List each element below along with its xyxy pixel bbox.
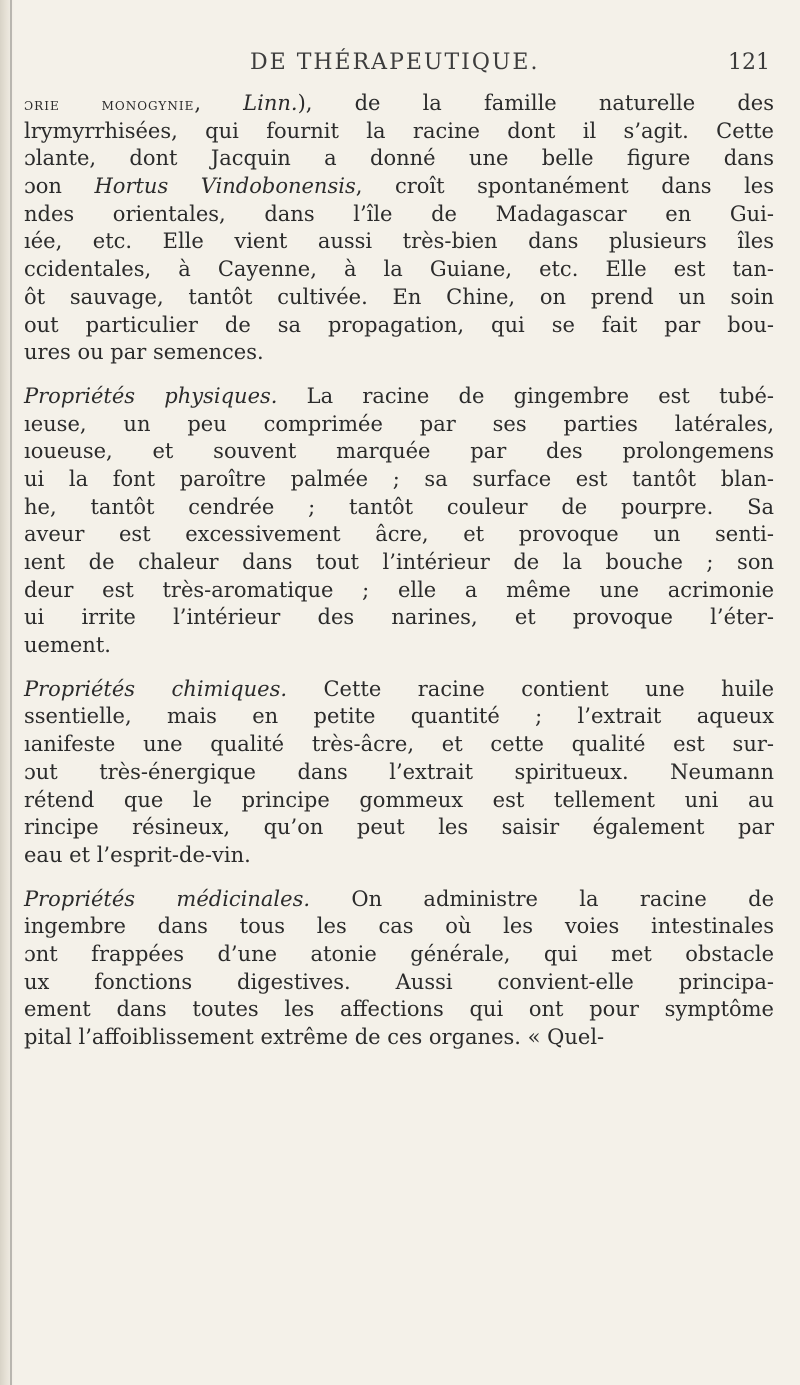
text-segment: eau et l’esprit-de-vin. [24,842,251,867]
italic-text: Propriétés médicinales. [24,886,311,911]
paragraph [24,90,774,367]
text-segment: ɔlante, dont Jacquin a donné une belle figure dans [24,146,774,171]
text-line [24,941,774,969]
body-text [24,90,774,1052]
text-segment: ɔon [24,174,95,199]
text-line [24,604,774,632]
text-segment: ssentielle, mais en petite quantité ; l’extrait aqueux [24,704,774,729]
text-line [24,145,774,173]
italic-text: Linn. [243,91,298,115]
text-line [24,90,774,118]
text-segment: deur est très-aromatique ; elle a même une acrimonie [24,577,774,602]
text-segment: ingembre dans tous les cas où les voies intestinales [24,914,774,939]
text-segment: ɔnt frappées d’une atonie générale, qui met obstacle [24,941,774,966]
text-line [24,731,774,759]
text-line [24,814,774,842]
text-line [24,842,774,870]
paragraph-gap [24,660,774,676]
text-segment: ıanifeste une qualité très-âcre, et cette qualité est sur- [24,732,774,757]
text-line [24,577,774,605]
text-segment: rétend que le principe gommeux est tellement uni au [24,787,774,812]
text-segment: ıent de chaleur dans tout l’intérieur de la bouche ; son [24,550,774,574]
text-segment: ui irrite l’intérieur des narines, et provoque l’éter- [24,605,774,630]
running-head [80,50,770,94]
text-line [24,996,774,1024]
text-line [24,676,774,704]
page-number: 121 [728,50,770,75]
paragraph [24,383,774,660]
text-segment: rincipe résineux, qu’on peut les saisir également par [24,815,774,840]
text-segment: ôt sauvage, tantôt cultivée. En Chine, on prend un soin [24,284,774,309]
text-segment: La racine de gingembre est tubé- [277,383,774,408]
paragraph-gap [24,870,774,886]
text-segment: ), de la famille naturelle des [297,91,774,115]
text-segment: out particulier de sa propagation, qui se fait par bou- [24,312,774,337]
text-line [24,886,774,914]
text-segment: On administre la racine de [310,886,775,911]
text-segment: he, tantôt cendrée ; tantôt couleur de pourpre. Sa [24,494,774,519]
text-line [24,383,774,411]
text-segment: ures ou par semences. [24,340,264,365]
text-segment: , [194,91,244,115]
text-line [24,118,774,146]
text-line [24,201,774,229]
running-head-title: DE THÉRAPEUTIQUE. [250,50,540,75]
text-line [24,969,774,997]
text-line [24,228,774,256]
text-line [24,411,774,439]
paragraph-gap [24,367,774,383]
text-line [24,466,774,494]
text-segment: uement. [24,633,111,658]
text-segment: ıoueuse, et souvent marquée par des prolongemens [24,439,774,464]
text-segment: ıée, etc. Elle vient aussi très-bien dans plusieurs îles [24,229,774,254]
text-segment: ement dans toutes les affections qui ont pour symptôme [24,997,774,1022]
gutter-binding-line [10,0,12,1385]
text-line [24,284,774,312]
paragraph [24,676,774,870]
text-segment: , croît spontanément dans les [355,174,774,199]
text-segment: Cette racine contient une huile [287,676,774,701]
text-line [24,549,774,577]
text-line [24,256,774,284]
text-segment: ndes orientales, dans l’île de Madagascar en Gui- [24,201,774,226]
italic-text: Propriétés physiques. [24,383,278,408]
text-line [24,759,774,787]
paragraph [24,886,774,1052]
text-line [24,1024,774,1052]
text-line [24,438,774,466]
italic-text: Hortus Vindobonensis [94,174,356,199]
text-line [24,173,774,201]
text-line [24,521,774,549]
text-segment: ıeuse, un peu comprimée par ses parties latérales, [24,411,774,436]
text-line [24,913,774,941]
text-line [24,339,774,367]
italic-text: Propriétés chimiques. [24,676,288,701]
text-segment: aveur est excessivement âcre, et provoque un senti- [24,522,774,547]
smallcaps-text: ɔrie monogynie [24,95,195,115]
text-line [24,787,774,815]
text-segment: ux fonctions digestives. Aussi convient-elle principa- [24,969,774,994]
text-line [24,632,774,660]
text-segment: ui la font paroître palmée ; sa surface est tantôt blan- [24,466,774,491]
page-gutter [0,0,14,1385]
text-line [24,703,774,731]
text-segment: ɔut très-énergique dans l’extrait spiritueux. Neumann [24,759,774,784]
text-segment: pital l’affoiblissement extrême de ces organes. « Quel- [24,1025,605,1049]
text-segment: ccidentales, à Cayenne, à la Guiane, etc. Elle est tan- [24,257,774,282]
text-segment: lrymyrrhisées, qui fournit la racine dont il s’agit. Cette [24,118,774,143]
text-line [24,312,774,340]
text-line [24,494,774,522]
